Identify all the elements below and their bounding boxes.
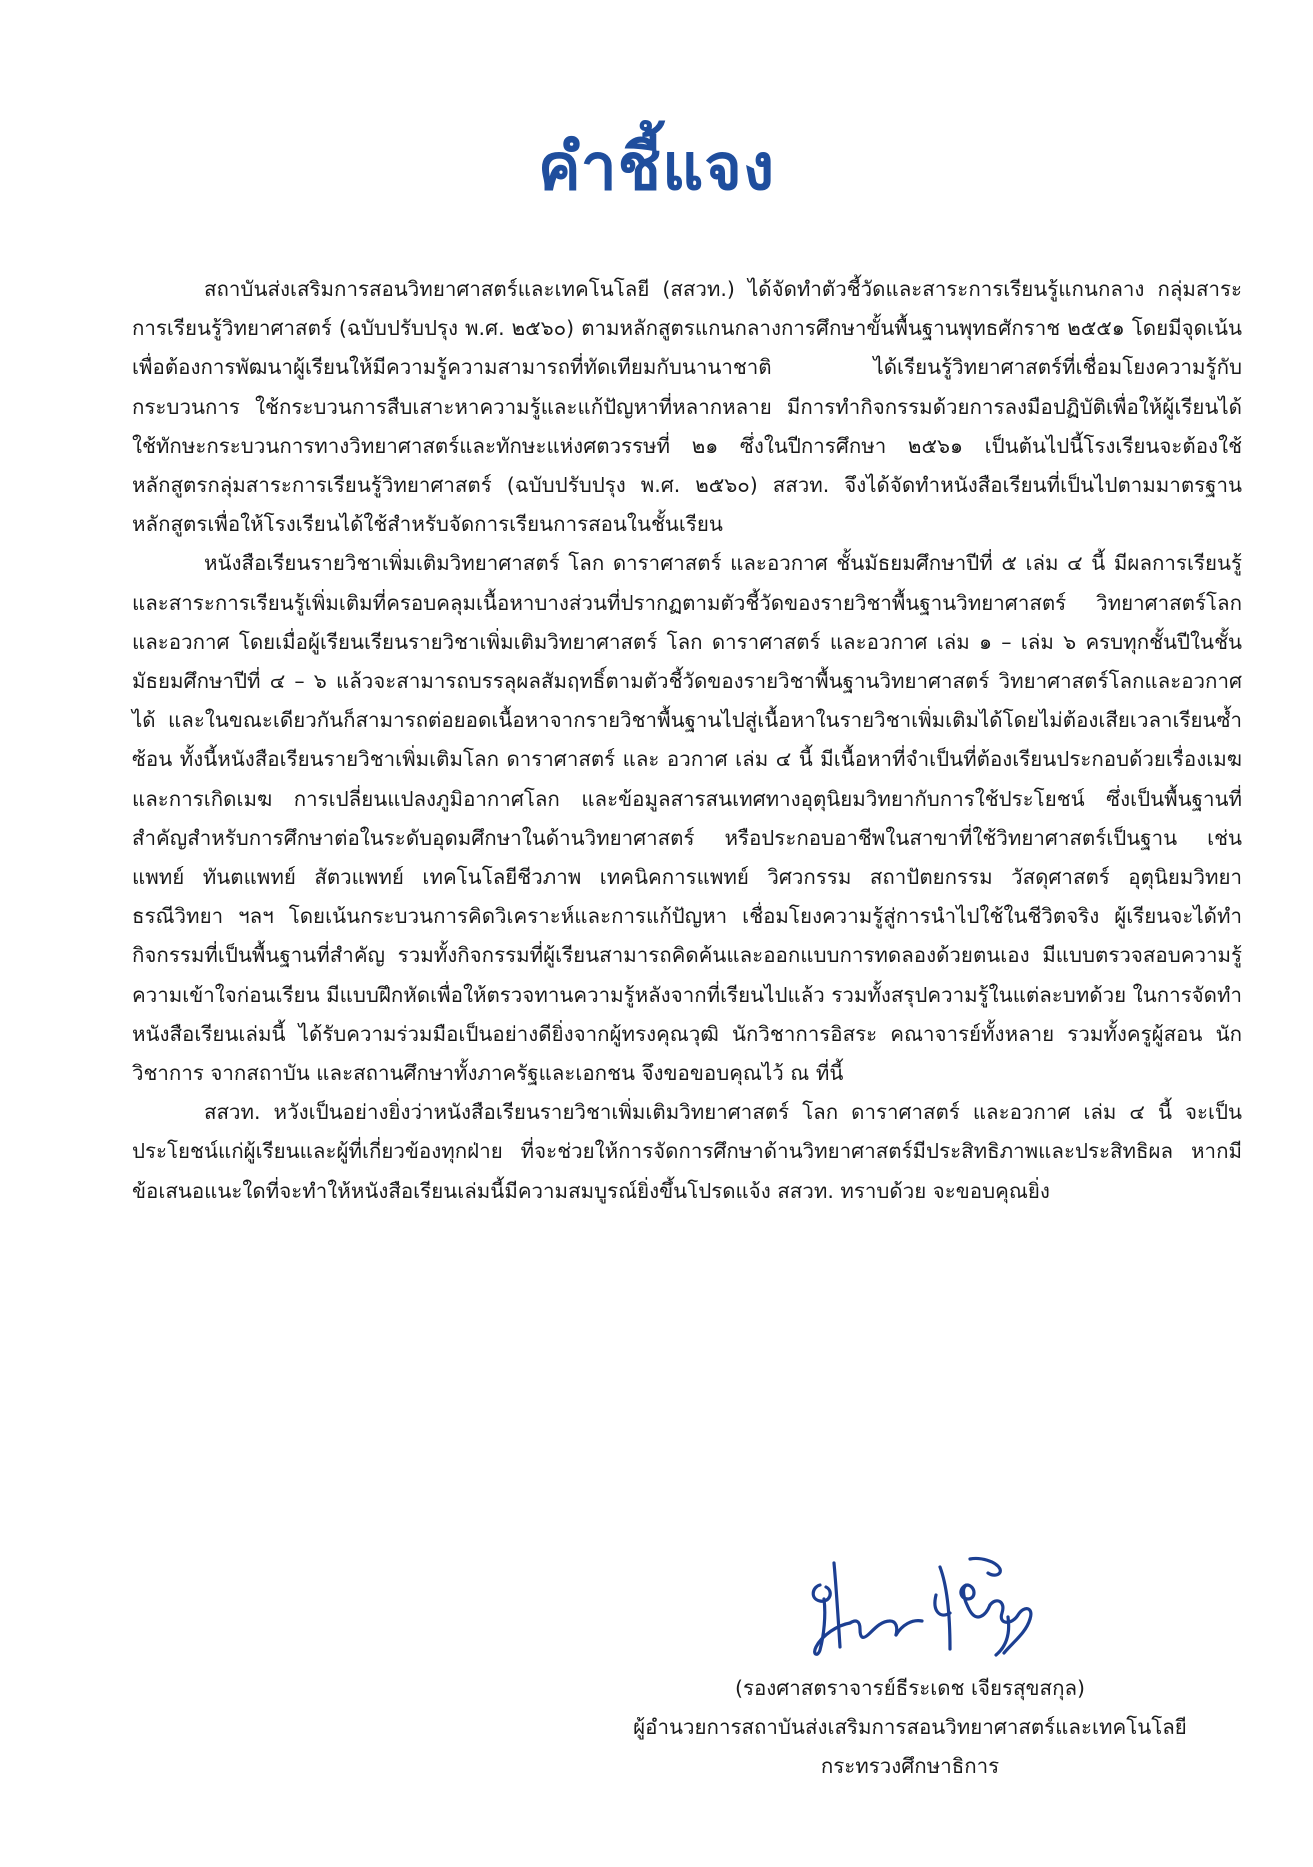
signatory-position: ผู้อำนวยการสถาบันส่งเสริมการสอนวิทยาศาสตร์และเทคโนโลยี — [633, 1715, 1187, 1739]
signatory-organization: กระทรวงศึกษาธิการ — [820, 1754, 1000, 1778]
paragraph-2: หนังสือเรียนรายวิชาเพิ่มเติมวิทยาศาสตร์ โลก ดาราศาสตร์ และอวกาศ ชั้นมัธยมศึกษาปีที่ ๕ เล่ม ๔ นี้ มีผลการเรียนรู้และสาระการเรียนรู้เพิ่มเติมที่ครอบคลุมเนื้อหาบางส่วนที่ปรากฏตามตัวชี้วัดของรายวิชาพื้นฐานวิทยาศาสตร์ วิทยาศาสตร์โลกและอวกาศ โดยเมื่อผู้เรียนเรียนรายวิชาเพิ่มเติมวิทยาศาสตร์ โลก ดาราศาสตร์ และอวกาศ เล่ม ๑ – เล่ม ๖ ครบทุกชั้นปีในชั้นมัธยมศึกษาปีที่ ๔ – ๖ แล้วจะสามารถบรรลุผลสัมฤทธิ์ตามตัวชี้วัดของรายวิชาพื้นฐานวิทยาศาสตร์ วิทยาศาสตร์โลกและอวกาศได้ และในขณะเดียวกันก็สามารถต่อยอดเนื้อหาจากรายวิชาพื้นฐานไปสู่เนื้อหาในรายวิชาเพิ่มเติมได้โดยไม่ต้องเสียเวลาเรียนซ้ำซ้อน ทั้งนี้หนังสือเรียนรายวิชาเพิ่มเติมโลก ดาราศาสตร์ และ อวกาศ เล่ม ๔ นี้ มีเนื้อหาที่จำเป็นที่ต้องเรียนประกอบด้วยเรื่องเมฆและการเกิดเมฆ การเปลี่ยนแปลงภูมิอากาศโลก และข้อมูลสารสนเทศทางอุตุนิยมวิทยากับการใช้ประโยชน์ ซึ่งเป็นพื้นฐานที่สำคัญสำหรับการศึกษาต่อในระดับอุดมศึกษาในด้านวิทยาศาสตร์ หรือประกอบอาชีพในสาขาที่ใช้วิทยาศาสตร์เป็นฐาน เช่น แพทย์ ทันตแพทย์ สัตวแพทย์ เทคโนโลยีชีวภาพ เทคนิคการแพทย์ วิศวกรรม สถาปัตยกรรม วัสดุศาสตร์ อุตุนิยมวิทยา ธรณีวิทยา ฯลฯ โดยเน้นกระบวนการคิดวิเคราะห์และการแก้ปัญหา เชื่อมโยงความรู้สู่การนำไปใช้ในชีวิตจริง ผู้เรียนจะได้ทำกิจกรรมที่เป็นพื้นฐานที่สำคัญ รวมทั้งกิจกรรมที่ผู้เรียนสามารถคิดค้นและออกแบบการทดลองด้วยตนเอง มีแบบตรวจสอบความรู้ความเข้าใจก่อนเรียน มีแบบฝึกหัดเพื่อให้ตรวจทานความรู้หลังจากที่เรียนไปแล้ว รวมทั้งสรุปความรู้ในแต่ละบทด้วย ในการจัดทำหนังสือเรียนเล่มนี้ ได้รับความร่วมมือเป็นอย่างดียิ่งจากผู้ทรงคุณวุฒิ นักวิชาการอิสระ คณาจารย์ทั้งหลาย รวมทั้งครูผู้สอน นักวิชาการ จากสถาบัน และสถานศึกษาทั้งภาครัฐและเอกชน จึงขอขอบคุณไว้ ณ ที่นี้ — [132, 551, 1242, 1086]
signature-block — [560, 1669, 1260, 1786]
paragraph-1: สถาบันส่งเสริมการสอนวิทยาศาสตร์และเทคโนโลยี (สสวท.) ได้จัดทำตัวชี้วัดและสาระการเรียนรู้แกนกลาง กลุ่มสาระการเรียนรู้วิทยาศาสตร์ (ฉบับปรับปรุง พ.ศ. ๒๕๖๐) ตามหลักสูตรแกนกลางการศึกษาขั้นพื้นฐานพุทธศักราช ๒๕๕๑ โดยมีจุดเน้นเพื่อต้องการพัฒนาผู้เรียนให้มีความรู้ความสามารถที่ทัดเทียมกับนานาชาติ ได้เรียนรู้วิทยาศาสตร์ที่เชื่อมโยงความรู้กับกระบวนการ ใช้กระบวนการสืบเสาะหาความรู้และแก้ปัญหาที่หลากหลาย มีการทำกิจกรรมด้วยการลงมือปฏิบัติเพื่อให้ผู้เรียนได้ใช้ทักษะกระบวนการทางวิทยาศาสตร์และทักษะแห่งศตวรรษที่ ๒๑ ซึ่งในปีการศึกษา ๒๕๖๑ เป็นต้นไปนี้โรงเรียนจะต้องใช้หลักสูตรกลุ่มสาระการเรียนรู้วิทยาศาสตร์ (ฉบับปรับปรุง พ.ศ. ๒๕๖๐) สสวท. จึงได้จัดทำหนังสือเรียนที่เป็นไปตามมาตรฐานหลักสูตรเพื่อให้โรงเรียนได้ใช้สำหรับจัดการเรียนการสอนในชั้นเรียน — [132, 277, 1242, 537]
paragraph-3: สสวท. หวังเป็นอย่างยิ่งว่าหนังสือเรียนรายวิชาเพิ่มเติมวิทยาศาสตร์ โลก ดาราศาสตร์ และอวกาศ เล่ม ๔ นี้ จะเป็นประโยชน์แก่ผู้เรียนและผู้ที่เกี่ยวข้องทุกฝ่าย ที่จะช่วยให้การจัดการศึกษาด้านวิทยาศาสตร์มีประสิทธิภาพและประสิทธิผล หากมีข้อเสนอแนะใดที่จะทำให้หนังสือเรียนเล่มนี้มีความสมบูรณ์ยิ่งขึ้นโปรดแจ้ง สสวท. ทราบด้วย จะขอบคุณยิ่ง — [132, 1100, 1242, 1203]
page-title: คำชี้แจง — [537, 131, 776, 205]
signatory-name: (รองศาสตราจารย์ธีระเดช เจียรสุขสกุล) — [734, 1676, 1086, 1700]
handwritten-signature — [790, 1555, 1060, 1665]
document-body — [132, 270, 1242, 1211]
